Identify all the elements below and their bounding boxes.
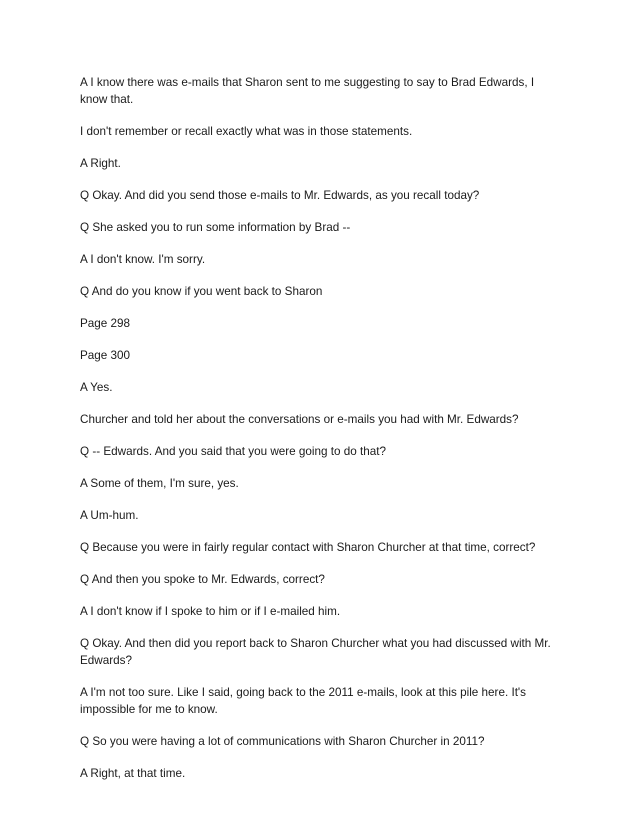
transcript-paragraph: A I know there was e-mails that Sharon sent to me suggesting to say to Brad Edwards, I know that. bbox=[80, 76, 535, 106]
page-number-label: Page 300 bbox=[80, 349, 131, 362]
transcript-paragraph: A I don't know. I'm sorry. bbox=[80, 253, 206, 266]
transcript-paragraph: A Some of them, I'm sure, yes. bbox=[80, 477, 239, 490]
transcript-paragraph: I don't remember or recall exactly what was in those statements. bbox=[80, 125, 413, 138]
transcript-paragraph: Q She asked you to run some information by Brad -- bbox=[80, 221, 351, 234]
transcript-paragraph: Q Okay. And then did you report back to Sharon Churcher what you had discussed with Mr. Edwards? bbox=[80, 637, 551, 667]
transcript-paragraph: Q -- Edwards. And you said that you were going to do that? bbox=[80, 445, 387, 458]
transcript-paragraph: A Right. bbox=[80, 157, 121, 170]
transcript-paragraph: Q So you were having a lot of communications with Sharon Churcher in 2011? bbox=[80, 735, 485, 748]
transcript-paragraph: Q And then you spoke to Mr. Edwards, correct? bbox=[80, 573, 325, 586]
transcript-paragraph: A I'm not too sure. Like I said, going back to the 2011 e-mails, look at this pile here. It's impossible for me to know. bbox=[80, 686, 527, 716]
transcript-paragraph: Q Okay. And did you send those e-mails to Mr. Edwards, as you recall today? bbox=[80, 189, 480, 202]
page-number-label: Page 298 bbox=[80, 317, 131, 330]
transcript-paragraph: A I don't know if I spoke to him or if I e-mailed him. bbox=[80, 605, 341, 618]
transcript-paragraph: Q Because you were in fairly regular contact with Sharon Churcher at that time, correct? bbox=[80, 541, 536, 554]
transcript-paragraph: Q And do you know if you went back to Sharon bbox=[80, 285, 323, 298]
transcript-paragraph: A Right, at that time. bbox=[80, 767, 186, 780]
transcript-paragraph: A Um-hum. bbox=[80, 509, 139, 522]
transcript-paragraph: A Yes. bbox=[80, 381, 113, 394]
transcript-paragraph: Churcher and told her about the conversations or e-mails you had with Mr. Edwards? bbox=[80, 413, 519, 426]
